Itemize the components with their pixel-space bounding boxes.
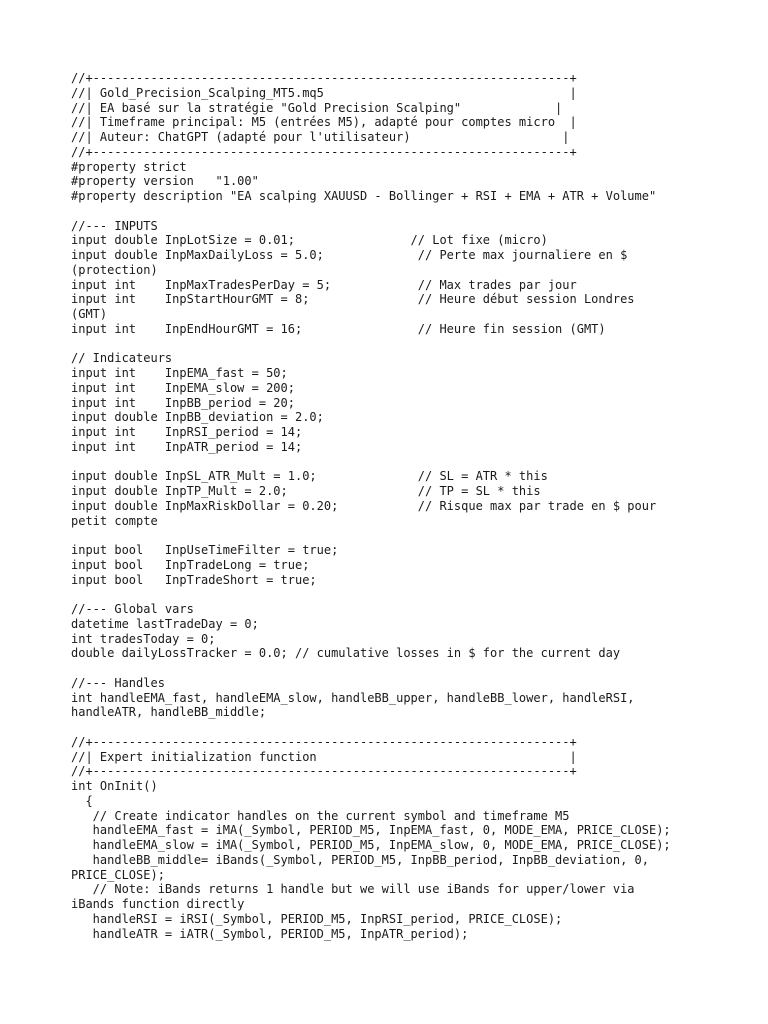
code-line: handleEMA_slow = iMA(_Symbol, PERIOD_M5, InpEMA_slow, 0, MODE_EMA, PRICE_CLOSE); <box>71 838 671 852</box>
code-line <box>71 337 751 352</box>
code-line <box>71 528 751 543</box>
code-line: //| Gold_Precision_Scalping_MT5.mq5 | <box>71 85 577 100</box>
code-line: input double InpTP_Mult = 2.0; // TP = SL * this <box>71 484 541 498</box>
code-line: input int InpEMA_fast = 50; <box>71 366 288 380</box>
code-line: input int InpEMA_slow = 200; <box>71 380 295 395</box>
code-line: #property strict <box>71 159 187 174</box>
code-line: input bool InpTradeLong = true; <box>71 557 310 572</box>
code-line <box>71 204 751 219</box>
code-line: input int InpRSI_period = 14; <box>71 425 303 439</box>
code-line: //--- Handles <box>71 675 165 690</box>
code-line: //| EA basé sur la stratégie "Gold Precision Scalping" | <box>71 100 563 115</box>
code-line: //| Timeframe principal: M5 (entrées M5), adapté pour comptes micro | <box>71 115 577 130</box>
code-line: iBands function directly <box>71 897 245 911</box>
code-line: int handleEMA_fast, handleEMA_slow, handleBB_upper, handleBB_lower, handleRSI, <box>71 690 635 705</box>
code-line: // Create indicator handles on the current symbol and timeframe M5 <box>71 808 570 823</box>
code-line: //| Expert initialization function | <box>71 749 577 764</box>
code-line: int OnInit() <box>71 779 158 793</box>
code-line: #property version "1.00" <box>71 174 259 189</box>
code-line: // Indicateurs <box>71 351 173 366</box>
code-line <box>71 661 751 676</box>
code-line: PRICE_CLOSE); <box>71 867 165 882</box>
code-line: double dailyLossTracker = 0.0; // cumulative losses in $ for the current day <box>71 646 621 661</box>
code-line <box>71 720 751 735</box>
code-line: //+------------------------------------------------------------------+ <box>71 71 577 85</box>
code-line <box>71 455 751 470</box>
code-line: input int InpBB_period = 20; <box>71 395 295 410</box>
code-line: // Note: iBands returns 1 handle but we will use iBands for upper/lower via <box>71 882 635 897</box>
code-line: { <box>71 793 93 808</box>
code-line: //--- Global vars <box>71 602 194 616</box>
code-line: handleATR, handleBB_middle; <box>71 705 267 720</box>
code-line: input double InpLotSize = 0.01; // Lot fixe (micro) <box>71 233 548 248</box>
code-line: //+------------------------------------------------------------------+ <box>71 144 577 159</box>
code-line: handleEMA_fast = iMA(_Symbol, PERIOD_M5, InpEMA_fast, 0, MODE_EMA, PRICE_CLOSE); <box>71 823 671 838</box>
code-line: input int InpStartHourGMT = 8; // Heure début session Londres <box>71 292 635 307</box>
code-line: handleBB_middle= iBands(_Symbol, PERIOD_M5, InpBB_period, InpBB_deviation, 0, <box>71 852 649 867</box>
code-line: #property description "EA scalping XAUUSD - Bollinger + RSI + EMA + ATR + Volume" <box>71 189 657 203</box>
code-line <box>71 587 751 602</box>
code-line: input double InpBB_deviation = 2.0; <box>71 410 324 425</box>
code-line: datetime lastTradeDay = 0; <box>71 616 259 631</box>
code-line: //+------------------------------------------------------------------+ <box>71 734 577 749</box>
code-line: //| Auteur: ChatGPT (adapté pour l'utilisateur) | <box>71 130 570 144</box>
code-line: input int InpEndHourGMT = 16; // Heure fin session (GMT) <box>71 321 606 336</box>
code-line: input int InpMaxTradesPerDay = 5; // Max trades par jour <box>71 277 577 292</box>
code-listing <box>71 71 751 941</box>
code-line: input double InpMaxDailyLoss = 5.0; // Perte max journaliere en $ <box>71 248 628 262</box>
code-line: input int InpATR_period = 14; <box>71 439 303 454</box>
code-line: petit compte <box>71 513 158 528</box>
code-line: input bool InpUseTimeFilter = true; <box>71 543 339 557</box>
code-line: input bool InpTradeShort = true; <box>71 572 317 587</box>
code-line: handleATR = iATR(_Symbol, PERIOD_M5, InpATR_period); <box>71 926 469 941</box>
code-line: //+------------------------------------------------------------------+ <box>71 764 577 779</box>
code-line: (protection) <box>71 262 158 277</box>
code-line: input double InpSL_ATR_Mult = 1.0; // SL = ATR * this <box>71 469 548 484</box>
code-line: (GMT) <box>71 307 108 321</box>
code-line: handleRSI = iRSI(_Symbol, PERIOD_M5, InpRSI_period, PRICE_CLOSE); <box>71 911 563 926</box>
code-line: input double InpMaxRiskDollar = 0.20; // Risque max par trade en $ pour <box>71 498 657 513</box>
code-line: //--- INPUTS <box>71 218 158 233</box>
code-line: int tradesToday = 0; <box>71 631 216 646</box>
